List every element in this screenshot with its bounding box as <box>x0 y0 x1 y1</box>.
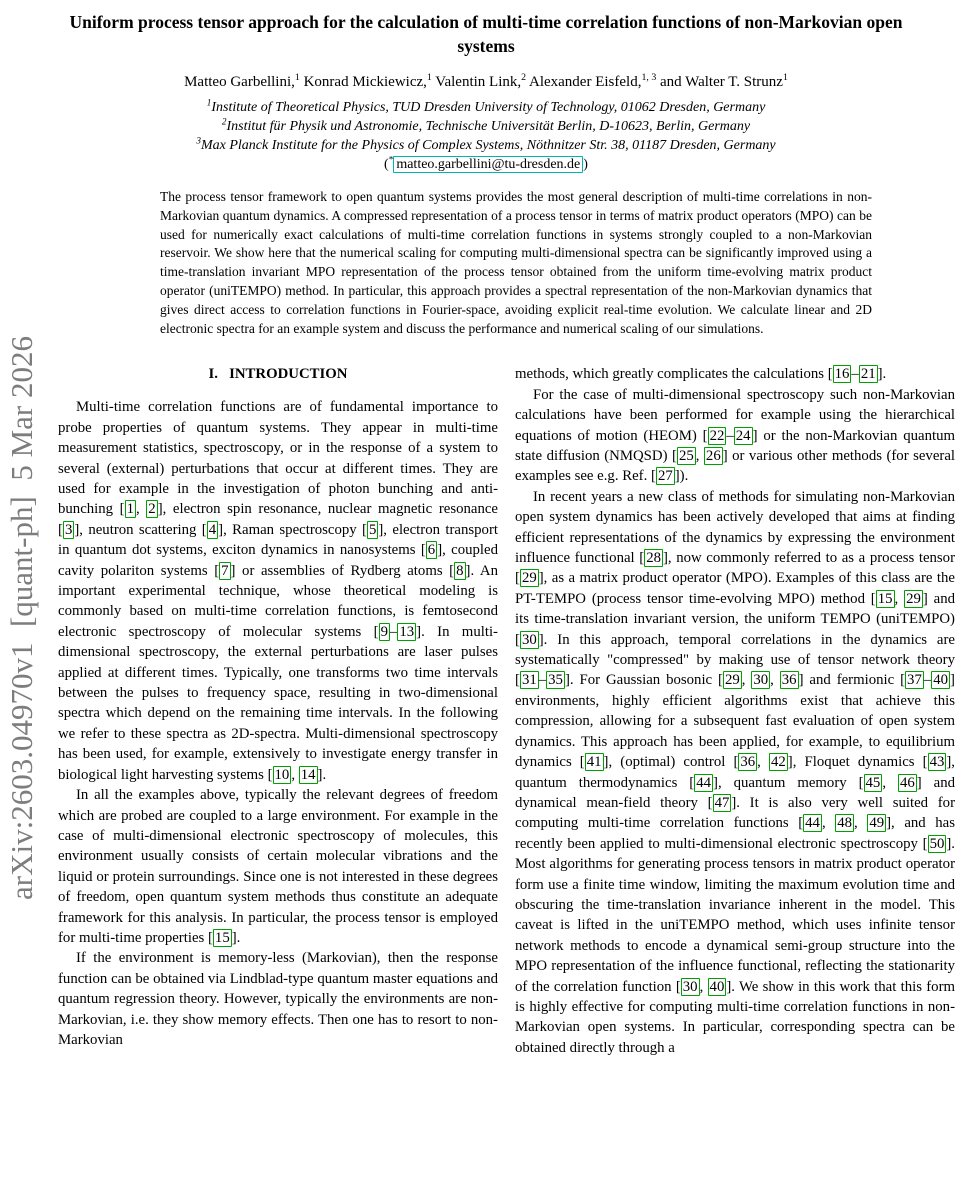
citation-link[interactable]: 15 <box>214 929 230 946</box>
citation-link[interactable]: 49 <box>869 815 885 832</box>
citation-link[interactable]: 21 <box>860 366 876 383</box>
citation-link[interactable]: 45 <box>865 774 881 791</box>
citation-link[interactable]: 3 <box>64 521 73 538</box>
citation-link[interactable]: 2 <box>148 501 156 518</box>
superscript: 1 <box>426 72 432 83</box>
citation-link[interactable]: 40 <box>933 672 949 689</box>
affiliation-3: $^3$Max Planck Institute for the Physics of Complex Systems, Nöthnitzer Str. 38, 01187 Dresden, Germany <box>196 135 776 153</box>
citation-link[interactable]: 43 <box>929 754 945 771</box>
citation-link[interactable]: 30 <box>682 978 698 995</box>
citation-link[interactable]: 41 <box>586 754 602 771</box>
superscript: 1 <box>206 97 212 108</box>
citation-link[interactable]: 50 <box>929 835 945 852</box>
body-paragraph: methods, which greatly complicates the calculations [ 16 – 21 ]. <box>515 366 887 383</box>
citation-link[interactable]: 27 <box>657 468 673 485</box>
left-column <box>58 364 498 1058</box>
citation-link[interactable]: 29 <box>906 590 921 607</box>
citation-link[interactable]: 10 <box>274 766 290 783</box>
citation-link[interactable]: 42 <box>770 754 786 771</box>
citation-link[interactable]: 5 <box>368 521 377 538</box>
affiliations-block <box>0 98 972 174</box>
paper-title: Uniform process tensor approach for the calculation of multi-time correlation functions of non-Markovian open systems <box>69 12 903 56</box>
affiliation-1: $^1$Institute of Theoretical Physics, TUD Dresden University of Technology, 01062 Dresden, Germany <box>206 97 766 115</box>
authors-line: Matteo Garbellini,$^1$ Konrad Mickiewicz,$^1$ Valentin Link,$^2$ Alexander Eisfeld,$^{1, 3}$ and Walter T. Strunz$^1$ <box>184 72 788 90</box>
citation-link[interactable]: 4 <box>208 521 217 538</box>
citation-link[interactable]: 30 <box>521 631 537 648</box>
citation-link[interactable]: 8 <box>456 562 464 579</box>
citation-link[interactable]: 16 <box>834 366 850 383</box>
abstract: The process tensor framework to open quantum systems provides the most general description of multi-time correlations in non-Markovian quantum dynamics. A compressed representation of a process tensor in terms of matrix product operators (MPO) can be used for numerically exact calculations of multi-time correlation functions in systems strongly coupled to a non-Markovian reservoir. We show here that the numerical scaling for computing multi-dimensional spectra can be significantly improved using a time-translation invariant MPO representation of the process tensor obtained from the uniform time-evolving matrix product operator (uniTEMPO) method. In particular, this approach provides a spectral representation of the non-Markovian dynamics that gives direct access to correlation functions in Fourier-space, avoiding explicit real-time evolution. We calculate linear and 2D electronic spectra for an example system and discuss the performance and numerical scaling of our simulations. <box>160 189 872 336</box>
body-paragraph: For the case of multi-dimensional spectroscopy such non-Markovian calculations have been performed for example using the hierarchical equations of motion (HEOM) [ 22 – 24 ] or the non-Markovian quantum state diffusion (NMQSD) [ 25 , 26 ] or various other methods (for several examples see e.g. Ref. [ 27 ]). <box>515 386 956 485</box>
citation-link[interactable]: 24 <box>735 427 751 444</box>
superscript: 1 <box>782 72 788 83</box>
email-link[interactable]: matteo.garbellini@tu-dresden.de <box>393 156 583 173</box>
citation-link[interactable]: 7 <box>221 562 229 579</box>
citation-link[interactable]: 22 <box>709 427 725 444</box>
superscript: 3 <box>196 135 201 146</box>
body-paragraph: If the environment is memory-less (Markovian), then the response function can be obtained via Lindblad-type quantum master equations and quantum regression theory. However, typically the environments are non-Markovian, i.e. they show memory effects. Then one has to resort to non-Markovian <box>58 950 498 1048</box>
citation-link[interactable]: 9 <box>380 623 388 640</box>
citation-link[interactable]: 44 <box>696 774 712 791</box>
citation-link[interactable]: 44 <box>805 815 820 832</box>
two-column-body <box>58 364 955 1058</box>
citation-link[interactable]: 40 <box>709 978 725 995</box>
right-column-paragraphs <box>515 364 955 1058</box>
citation-link[interactable]: 31 <box>521 672 537 689</box>
superscript: 2 <box>521 72 527 83</box>
citation-link[interactable]: 36 <box>781 672 797 689</box>
contact-email-line: (* matteo.garbellini@tu-dresden.de ) <box>384 154 588 172</box>
citation-link[interactable]: 6 <box>427 542 436 559</box>
citation-link[interactable]: 35 <box>548 672 563 689</box>
citation-link[interactable]: 36 <box>740 754 756 771</box>
superscript: 1 <box>294 72 300 83</box>
citation-link[interactable]: 47 <box>714 794 730 811</box>
citation-link[interactable]: 37 <box>907 672 922 689</box>
citation-link[interactable]: 28 <box>646 550 661 567</box>
citation-link[interactable]: 48 <box>837 815 853 832</box>
citation-link[interactable]: 46 <box>899 774 915 791</box>
left-column-paragraphs <box>58 397 498 1050</box>
citation-link[interactable]: 29 <box>521 570 537 587</box>
right-column <box>515 364 955 1058</box>
citation-link[interactable]: 30 <box>753 672 769 689</box>
body-paragraph: In all the examples above, typically the relevant degrees of freedom which are probed are coupled to a large environment. For example in the case of multi-dimensional electronic spectroscopy of molecules, this environment usually consists of certain molecular vibrations and the liquid or protein surroundings. Since one is not interested in these degrees of freedom, open quantum system methods thus constitute an adequate framework for this analysis. In particular, the process tensor is employed for multi-time properties [ 15 ]. <box>58 787 498 946</box>
arxiv-watermark: arXiv:2603.04970v1 [quant-ph] 5 Mar 2026 <box>4 336 39 900</box>
citation-link[interactable]: 14 <box>300 766 316 783</box>
citation-link[interactable]: 1 <box>126 501 134 518</box>
citation-link[interactable]: 26 <box>705 448 721 464</box>
citation-link[interactable]: 29 <box>724 672 740 689</box>
body-paragraph: In recent years a new class of methods for simulating non-Markovian open system dynamics has been actively developed that aims at finding efficient representations of the dynamics by expressing the environment influence functional [ 28 ], now commonly referred to as a process tensor [ 29 ], as a matrix product operator (MPO). Examples of this class are the PT-TEMPO (process tensor time-evolving MPO) method [ 15 , 29 ] and its time-translation invariant version, the uniform TEMPO (uniTEMPO) [ 30 ]. In this approach, temporal correlations in the dynamics are systematically "compressed" by making use of tensor network theory [ 31 – 35 ]. For Gaussian bosonic [ 29 , 30 , 36 ] and fermionic [ 37 – 40 ] environments, highly efficient algorithms exist that achieve this compression, allowing for a subsequent fast evaluation of open system dynamics. This approach has been applied, for example, to equilibrium dynamics [ 41 ], (optimal) control [ 36 , 42 ], Floquet dynamics [ 43 ], quantum thermodynamics [ 44 ], quantum memory [ 45 , 46 ] and dynamical mean-field theory [ 47 ]. It is also very well suited for computing multi-time correlation functions [ 44 , 48 , 49 ], and has recently been applied to multi-dimensional electronic spectroscopy [ 50 ]. Most algorithms for generating process tensors in matrix product operator form use a finite time window, limiting the maximum evolution time and obscuring the time-translation invariance inherent in the model. This caveat is lifted in the uniTEMPO method, which uses infinite tensor network methods to encode a dynamical semi-group structure into the MPO representation of the influence functional, reflecting the stationarity of the correlation function [ 30 , 40 ]. We show in this work that this form is highly effective for computing multi-time correlation functions in non-Markovian open systems. In particular, corresponding spectra can be obtained directly through a <box>515 488 956 1056</box>
affiliation-2: $^2$Institut für Physik und Astronomie, Technische Universität Berlin, D-10623, Berlin, Germany <box>221 116 751 134</box>
citation-link[interactable]: 25 <box>678 448 694 464</box>
superscript: 1, 3 <box>641 72 657 83</box>
citation-link[interactable]: 13 <box>399 623 415 640</box>
section-heading-introduction: I. INTRODUCTION <box>208 366 348 383</box>
citation-link[interactable]: 15 <box>877 590 893 607</box>
superscript: 2 <box>221 116 227 127</box>
superscript: * <box>388 154 394 165</box>
body-paragraph: Multi-time correlation functions are of fundamental importance to probe properties of quantum systems. They appear in multi-time measurement statistics, spectroscopy, or in the response of a system to several (external) perturbations that occur at different times. They are used for example in the investigation of photon bunching and anti-bunching [ 1 , 2 ], electron spin resonance, nuclear magnetic resonance [ 3 ], neutron scattering [ 4 ], Raman spectroscopy [ 5 ], electron transport in quantum dot systems, exciton dynamics in nanosystems [ 6 ], coupled cavity polariton systems [ 7 ] or assemblies of Rydberg atoms [ 8 ]. An important experimental technique, whose theoretical modeling is commonly based on multi-time correlation functions, is femtosecond electronic spectroscopy of molecular systems [ 9 – 13 ]. In multi-dimensional spectroscopy, the external perturbations are laser pulses applied at different times. Typically, one transforms two time intervals between the pulses to frequency space, resulting in two-dimensional spectra which depend on the remaining time intervals. In the following we refer to these spectra as 2D-spectra. Multi-dimensional spectroscopy has been used, for example, extensively to investigate energy transfer in biological light harvesting systems [ 10 , 14 ]. <box>58 399 498 783</box>
